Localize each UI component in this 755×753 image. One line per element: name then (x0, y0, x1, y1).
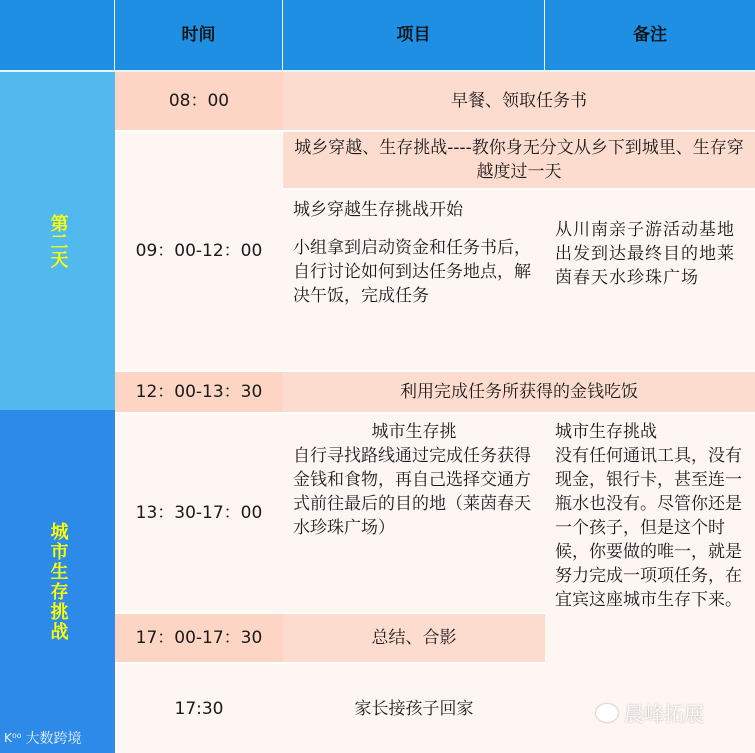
survival-start-title: 城乡穿越生存挑战开始 (293, 200, 463, 220)
header-time: 时间 (115, 0, 283, 70)
time-1200-1330: 12：00-13：30 (115, 372, 283, 412)
survival-start-body: 小组拿到启动资金和任务书后，自行讨论如何到达任务地点，解决午饭，完成任务 (293, 238, 531, 306)
header-note: 备注 (545, 0, 755, 70)
header-blank (0, 0, 115, 70)
day-two-label: 第二天 (0, 72, 115, 410)
city-survival-body: 自行寻找路线通过完成任务获得金钱和食物，再自己选择交通方式前往最后的目的地（莱茵春天水珍珠广场） (293, 446, 531, 538)
summary-photo-item: 总结、合影 (283, 614, 545, 662)
time-0900-1200: 09：00-12：00 (115, 132, 283, 370)
city-survival-title: 城市生存挑 (371, 422, 457, 442)
watermark-left (4, 728, 82, 748)
city-survival-block (283, 414, 545, 612)
time-0800: 08：00 (115, 72, 283, 130)
time-1330-1700: 13：30-17：00 (115, 414, 283, 612)
lunch-item: 利用完成任务所获得的金钱吃饭 (283, 372, 755, 412)
survival-challenge-title: 城乡穿越、生存挑战----教你身无分文从乡下到城里、生存穿越度过一天 (283, 132, 755, 188)
city-challenge-note-title: 城市生存挑战 (555, 422, 657, 442)
city-challenge-label: 城市生存挑战 (0, 410, 115, 753)
watermark-left-text: 大数跨境 (25, 731, 82, 747)
time-1730: 17:30 (115, 664, 283, 753)
breakfast-item: 早餐、领取任务书 (283, 72, 755, 130)
survival-start-block (283, 190, 545, 370)
time-1700-1730: 17：00-17：30 (115, 614, 283, 662)
wechat-icon (596, 704, 618, 722)
route-note (545, 190, 755, 370)
parent-pickup-item: 家长接孩子回家 (283, 664, 545, 753)
route-note-text: 从川南亲子游活动基地出发到达最终目的地莱茵春天水珍珠广场 (555, 220, 735, 288)
city-challenge-note-body: 没有任何通讯工具，没有现金，银行卡，甚至连一瓶水也没有。尽管你还是一个孩子，但是这个时候，你要做的唯一，就是努力完成一项项任务，在宜宾这座城市生存下来。 (555, 446, 742, 610)
watermark-logo-icon: K⁰⁰ (4, 731, 22, 745)
header-item: 项目 (283, 0, 545, 70)
watermark-right (596, 698, 704, 727)
watermark-right-text: 晨峰拓展 (624, 702, 704, 726)
